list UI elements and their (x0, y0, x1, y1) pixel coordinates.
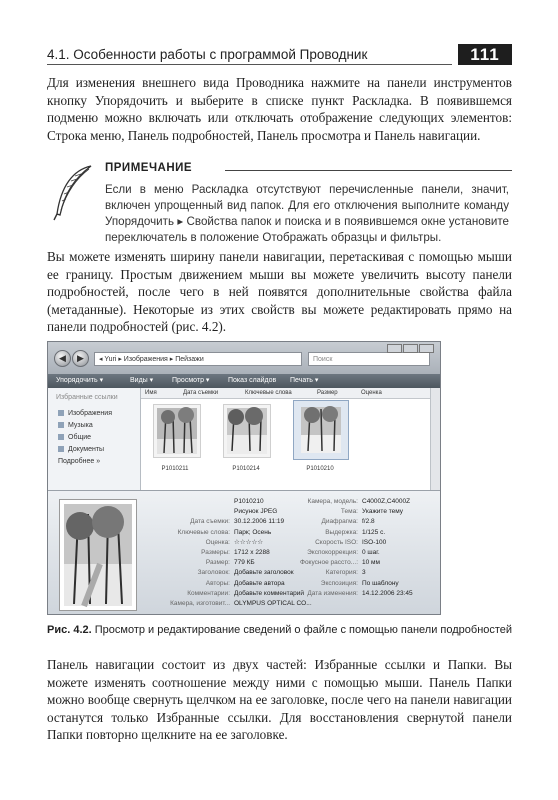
note-text: Если в меню Раскладка отсутствуют перечисленные панели, значит, включен упрощенный вид папок. Для его отключения выполните команду Упорядочить ▸ Свойства папок и поиска и в появившемся окне установите переключатель в положение Отображать образцы и фильтры. (105, 183, 509, 244)
window-controls (386, 344, 434, 355)
close-icon (419, 344, 434, 353)
detail-label: Дата съемки: (190, 518, 230, 526)
caption-text: Просмотр и редактирование сведений о файле с помощью панели подробностей (94, 624, 513, 636)
photo-thumbnail-image (154, 405, 200, 457)
sidebar-item-label: Подробнее » (58, 458, 101, 465)
detail-value: 1712 x 2288 (234, 549, 270, 556)
detail-label: Заголовок: (197, 569, 230, 577)
figure-caption (47, 624, 517, 636)
paragraph-1-text: Для изменения внешнего вида Проводника нажмите на панели инструментов кнопку Упорядочить и выберите в списке пункт Раскладка. В появившемся подменю можно включать или отключать отображение следующих элементов: Строка меню, Панель подробностей, Панель просмотра и Панель навигации. (47, 75, 512, 143)
explorer-screenshot (47, 341, 441, 615)
detail-label: Размеры: (201, 549, 230, 556)
toolbar-preview: Просмотр ▾ (172, 377, 210, 384)
favorite-links-heading: Избранные ссылки (56, 394, 118, 401)
sidebar-item-music (58, 422, 93, 429)
sidebar-item-label: Изображения (68, 410, 112, 417)
detail-label: Экспокоррекция: (307, 549, 358, 556)
detail-value: Укажите тему (362, 508, 404, 516)
sidebar-item-more (58, 458, 100, 465)
detail-value: По шаблону (362, 579, 399, 587)
detail-label: Скорость ISO: (315, 538, 358, 546)
thumbnail (223, 404, 271, 458)
column-rating: Оценка (361, 390, 382, 396)
search-box: Поиск (308, 352, 430, 366)
detail-label: Камера, модель: (307, 498, 358, 505)
sidebar-item-label: Документы (68, 446, 105, 453)
detail-label: Камера, изготовит... (170, 600, 230, 607)
detail-label: Экспозиция: (320, 579, 358, 587)
photo-thumbnail-image (224, 405, 270, 457)
paragraph-3 (47, 656, 512, 744)
sidebar-item-public (58, 434, 91, 441)
detail-value: Добавьте автора (234, 579, 285, 587)
window-titlebar (48, 342, 440, 374)
detail-label: Дата изменения: (307, 589, 358, 597)
toolbar-organize: Упорядочить ▾ (56, 377, 104, 384)
detail-label: Категория: (325, 569, 358, 577)
folder-icon (58, 434, 64, 440)
detail-value: Рисунок JPEG (234, 508, 278, 516)
chapter-title: 4.1. Особенности работы с программой Проводник (47, 47, 368, 62)
note-rule (225, 170, 512, 171)
detail-value: 0 шаг. (362, 549, 380, 556)
maximize-icon (403, 344, 418, 353)
feather-pen-icon (51, 164, 97, 222)
detail-value: ISO-100 (362, 538, 387, 546)
page-number: 111 (458, 44, 512, 65)
paragraph-2 (47, 248, 512, 336)
detail-value: 14.12.2006 23:45 (362, 589, 413, 597)
thumbnail-label: P1010210 (306, 466, 334, 472)
toolbar-slideshow: Показ слайдов (228, 377, 277, 384)
detail-value: 10 мм (362, 559, 380, 567)
forward-arrow-icon: ▶ (72, 350, 89, 367)
detail-value: Парк; Осень (234, 528, 272, 536)
folder-icon (58, 422, 64, 428)
toolbar-views: Виды ▾ (130, 377, 154, 384)
sidebar-item-label: Общие (68, 434, 92, 441)
folder-icon (58, 446, 64, 452)
thumbnail-label: P1010214 (232, 466, 260, 472)
address-bar: ◂ Yuri ▸ Изображения ▸ Пейзажи (94, 352, 302, 366)
details-pane (48, 490, 440, 615)
sidebar-item-documents (58, 446, 104, 453)
back-arrow-icon: ◀ (54, 350, 71, 367)
navigation-pane (48, 388, 141, 490)
detail-label: Выдержка: (325, 528, 358, 536)
running-header (47, 44, 512, 66)
detail-label: Фокусное рассто...: (300, 559, 358, 567)
detail-value: 779 КБ (234, 559, 255, 567)
details-preview (59, 499, 137, 611)
column-headers (141, 388, 430, 399)
thumbnail (153, 404, 201, 458)
folder-icon (58, 410, 64, 416)
toolbar-print: Печать ▾ (290, 377, 319, 384)
sidebar-item-pictures (58, 410, 112, 417)
caption-label: Рис. 4.2. (47, 624, 92, 636)
detail-label: Оценка: (205, 538, 230, 546)
thumbnail-label: P1010211 (161, 466, 189, 472)
note-heading: ПРИМЕЧАНИЕ (105, 162, 193, 174)
detail-value: Добавьте заголовок (234, 569, 294, 577)
detail-label: Комментарии: (187, 589, 230, 597)
detail-value: C4000Z,C4000Z (362, 498, 411, 505)
detail-label: Размер: (205, 559, 230, 567)
paragraph-3-text: Панель навигации состоит из двух частей: Избранные ссылки и Папки. Вы можете изменять соотношение между ними с помощью мыши. Панель Папки можно вообще свернуть щелчком на ее заголовке, после чего на панели навигации останутся только Избранные ссылки. Для восстановления свернутой панели Папки повторно щелкните на ее заголовке. (47, 657, 512, 742)
detail-label: Тема: (340, 508, 358, 516)
paragraph-2-text: Вы можете изменять ширину панели навигации, перетаскивая с помощью мыши ее границу. Простым движением мыши вы можете увеличить высоту панели подробностей, после чего в ней появятся дополнительные свойства файла (метаданные). Некоторые из этих свойств вы можете редактировать прямо на панели подробностей (рис. 4.2). (47, 249, 512, 334)
detail-value: 1/125 с. (362, 528, 386, 536)
paragraph-1 (47, 74, 512, 144)
detail-label: Диафрагма: (321, 518, 358, 526)
detail-label: Авторы: (205, 579, 230, 587)
minimize-icon (387, 344, 402, 353)
thumbnail-selected (293, 400, 349, 460)
header-rule (47, 64, 452, 65)
detail-value: 30.12.2006 11:19 (234, 518, 285, 526)
sidebar-item-label: Музыка (68, 422, 93, 429)
column-size: Размер (317, 390, 338, 396)
photo-preview-image (60, 500, 136, 610)
detail-value: Добавьте комментарий (234, 589, 305, 597)
note-box (47, 160, 512, 244)
detail-value: ☆☆☆☆☆ (234, 538, 264, 546)
detail-value: f/2.8 (362, 518, 375, 526)
column-keywords: Ключевые слова (245, 390, 292, 396)
column-name: Имя (145, 390, 157, 396)
detail-value: 3 (362, 569, 366, 577)
column-date: Дата съемки (183, 390, 219, 396)
detail-value: OLYMPUS OPTICAL CO... (234, 600, 312, 607)
explorer-toolbar (48, 374, 440, 388)
photo-thumbnail-image (294, 401, 348, 459)
detail-label: Ключевые слова: (177, 528, 230, 536)
file-list (141, 388, 430, 490)
scrollbar (430, 388, 441, 490)
detail-value: P1010210 (234, 498, 264, 505)
